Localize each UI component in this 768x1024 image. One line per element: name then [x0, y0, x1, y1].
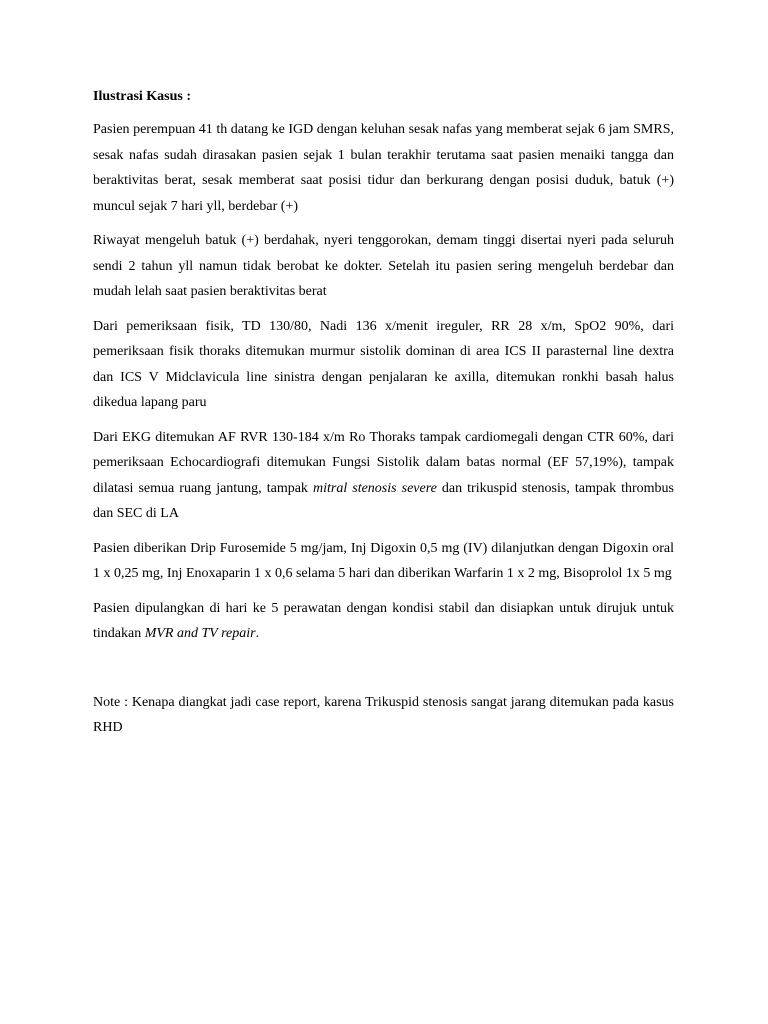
- paragraph-history: Riwayat mengeluh batuk (+) berdahak, nyeri tenggorokan, demam tinggi disertai nyeri pada seluruh sendi 2 tahun yll namun tidak berobat ke dokter. Setelah itu pasien sering mengeluh berdebar dan mudah lelah saat pasien beraktivitas berat: [93, 233, 674, 299]
- discharge-text-after: .: [255, 626, 260, 641]
- blank-spacer: [93, 656, 674, 690]
- investigations-text-after: dan trikuspid stenosis, tampak thrombus dan SEC di LA: [93, 480, 674, 521]
- note-paragraph: Note : Kenapa diangkat jadi case report, karena Trikuspid stenosis sangat jarang ditemukan pada kasus RHD: [93, 694, 674, 735]
- investigations-text-before: Dari EKG ditemukan AF RVR 130-184 x/m Ro Thoraks tampak cardiomegali dengan CTR 60%, dari pemeriksaan Echocardiografi ditemukan Fungsi Sistolik dalam batas normal (EF 57,19%), tampak dilatasi semua ruang jantung, tampak: [93, 429, 674, 496]
- document-page: [93, 84, 674, 750]
- paragraph-discharge: [93, 596, 674, 647]
- investigations-italic-finding: mitral stenosis severe: [312, 480, 437, 496]
- paragraph-investigations: [93, 425, 674, 527]
- discharge-text-before: Pasien dipulangkan di hari ke 5 perawatan dengan kondisi stabil dan disiapkan untuk dirujuk untuk tindakan: [93, 600, 674, 641]
- paragraph-treatment: Pasien diberikan Drip Furosemide 5 mg/jam, Inj Digoxin 0,5 mg (IV) dilanjutkan dengan Digoxin oral 1 x 0,25 mg, Inj Enoxaparin 1 x 0,6 selama 5 hari dan diberikan Warfarin 1 x 2 mg, Bisoprolol 1x 5 mg: [93, 540, 674, 581]
- case-heading: Ilustrasi Kasus :: [93, 89, 192, 104]
- paragraph-physical-exam: Dari pemeriksaan fisik, TD 130/80, Nadi 136 x/menit ireguler, RR 28 x/m, SpO2 90%, dari pemeriksaan fisik thoraks ditemukan murmur sistolik dominan di area ICS II parasternal line dextra dan ICS V Midclavicula line sinistra dengan penjalaran ke axilla, ditemukan ronkhi basah halus dikedua lapang paru: [93, 318, 674, 410]
- paragraph-presenting-complaint: Pasien perempuan 41 th datang ke IGD dengan keluhan sesak nafas yang memberat sejak 6 jam SMRS, sesak nafas sudah dirasakan pasien sejak 1 bulan terakhir terutama saat pasien menaiki tangga dan beraktivitas berat, sesak memberat saat posisi tidur dan berkurang dengan posisi duduk, batuk (+) muncul sejak 7 hari yll, berdebar (+): [93, 122, 674, 214]
- discharge-italic-procedure: MVR and TV repair: [144, 626, 256, 641]
